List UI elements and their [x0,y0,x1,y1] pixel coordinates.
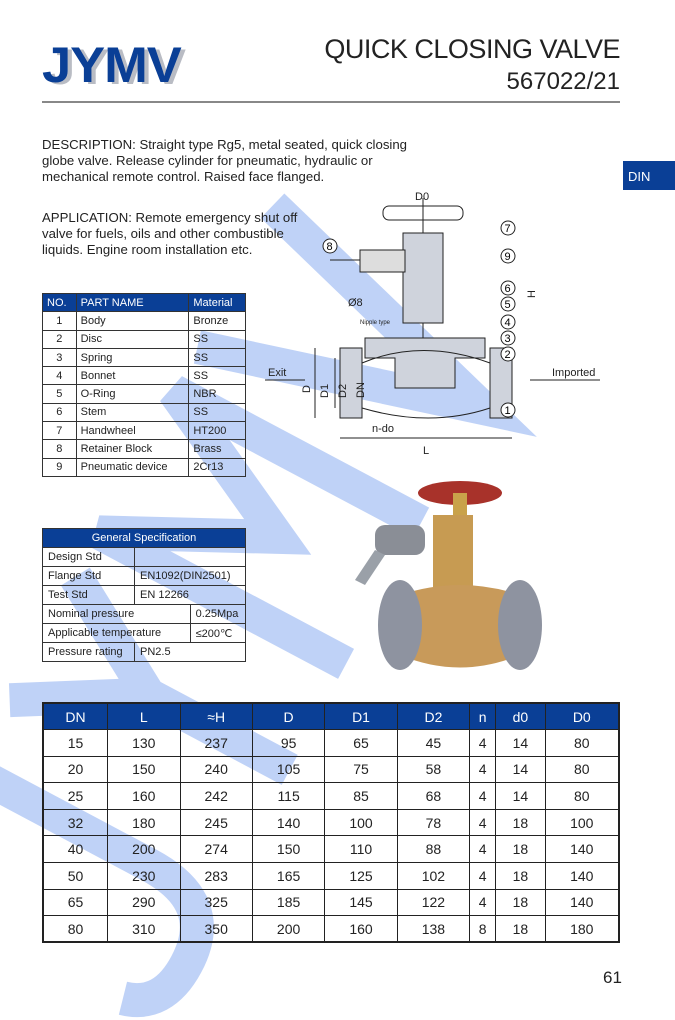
table-cell: Pneumatic device [76,458,189,476]
spec-value: ≤200℃ [190,624,245,643]
valve-section-drawing [260,188,620,473]
label-l: L [423,445,430,457]
table-cell: Bronze [189,312,246,330]
spec-value: EN 12266 [135,586,246,605]
table-cell: 100 [545,809,619,836]
table-cell: 160 [325,916,397,943]
table-cell: 50 [43,863,108,890]
table-cell: 18 [496,863,545,890]
dims-header: d0 [496,703,545,730]
spec-table [42,528,246,662]
table-cell: 325 [180,889,252,916]
table-cell: 105 [252,756,324,783]
table-cell: 18 [496,836,545,863]
table-cell: 25 [43,783,108,810]
table-cell: 9 [43,458,77,476]
callout-number: 2 [504,349,511,361]
table-row [43,403,246,421]
table-cell: 350 [180,916,252,943]
callout-number: 8 [326,241,333,253]
dims-header: L [108,703,180,730]
callout-number: 4 [504,317,511,329]
table-cell: 138 [397,916,469,943]
table-cell: 45 [397,730,469,757]
table-row [43,643,246,662]
application-label: APPLICATION [42,210,129,225]
table-cell: 4 [470,863,496,890]
table-cell: 8 [43,440,77,458]
table-cell: 185 [252,889,324,916]
table-cell: 160 [108,783,180,810]
dims-header: n [470,703,496,730]
table-row [43,809,619,836]
parts-header: Material [189,294,246,312]
table-row [43,348,246,366]
table-cell: 40 [43,836,108,863]
table-row [43,605,246,624]
table-cell: 237 [180,730,252,757]
table-row [43,567,246,586]
page-number: 61 [603,968,622,987]
jymv-logo: JYMV [42,37,181,93]
spec-title: General Specification [43,529,246,548]
table-cell: 140 [545,889,619,916]
table-row [43,422,246,440]
table-cell: 68 [397,783,469,810]
callout-number: 7 [504,223,511,235]
table-cell: 230 [108,863,180,890]
table-cell: 14 [496,783,545,810]
label-d1: D1 [319,383,331,398]
table-cell: 283 [180,863,252,890]
table-cell: HT200 [189,422,246,440]
table-cell: 110 [325,836,397,863]
table-cell: 240 [180,756,252,783]
table-cell: 80 [43,916,108,943]
table-cell: 15 [43,730,108,757]
table-cell: 140 [545,836,619,863]
table-cell: Stem [76,403,189,421]
table-cell: 2Cr13 [189,458,246,476]
table-row [43,916,619,943]
spec-label: Nominal pressure [43,605,191,624]
table-cell: SS [189,348,246,366]
table-row [43,836,619,863]
table-row [43,458,246,476]
parts-header: NO. [43,294,77,312]
table-cell: 4 [470,836,496,863]
table-cell: 180 [108,809,180,836]
spec-label: Design Std [43,548,135,567]
table-cell: 274 [180,836,252,863]
table-cell: 78 [397,809,469,836]
callout-number: 9 [504,251,511,263]
table-cell: 95 [252,730,324,757]
table-cell: 8 [470,916,496,943]
table-cell: 242 [180,783,252,810]
callout-number: 3 [504,333,511,345]
table-row [43,783,619,810]
label-nipple: Nipple type [360,320,391,326]
table-cell: 88 [397,836,469,863]
table-row [43,624,246,643]
table-row [43,440,246,458]
table-row [43,756,619,783]
table-cell: 4 [470,730,496,757]
label-phi8: Ø8 [348,297,363,309]
spec-value: PN2.5 [135,643,246,662]
table-cell: 145 [325,889,397,916]
dims-header: D [252,703,324,730]
table-cell: 290 [108,889,180,916]
table-cell: 65 [43,889,108,916]
table-cell: Handwheel [76,422,189,440]
description-label: DESCRIPTION [42,137,133,152]
parts-header: PART NAME [76,294,189,312]
table-cell: 130 [108,730,180,757]
table-cell: 125 [325,863,397,890]
table-cell: 4 [470,756,496,783]
table-cell: Bonnet [76,367,189,385]
table-cell: 200 [252,916,324,943]
table-cell: 122 [397,889,469,916]
table-cell: 115 [252,783,324,810]
table-row [43,385,246,403]
table-cell: 5 [43,385,77,403]
spec-label: Test Std [43,586,135,605]
page-title: QUICK CLOSING VALVE [324,34,620,64]
callout-number: 1 [504,405,511,417]
table-cell: 20 [43,756,108,783]
callout-number: 5 [504,299,511,311]
table-cell: 102 [397,863,469,890]
parts-table [42,293,246,477]
table-cell: 6 [43,403,77,421]
table-cell: Brass [189,440,246,458]
table-cell: 140 [252,809,324,836]
table-cell: 18 [496,809,545,836]
dims-header: D2 [397,703,469,730]
dims-header: ≈H [180,703,252,730]
table-row [43,312,246,330]
table-row [43,548,246,567]
table-cell: SS [189,330,246,348]
table-cell: 80 [545,756,619,783]
table-cell: 140 [545,863,619,890]
table-cell: 150 [108,756,180,783]
table-cell: 3 [43,348,77,366]
label-ndo: n-do [372,423,395,435]
spec-label: Applicable temperature [43,624,191,643]
spec-label: Flange Std [43,567,135,586]
table-cell: 4 [43,367,77,385]
callout-number: 6 [504,283,511,295]
table-cell: Body [76,312,189,330]
dims-header: D0 [545,703,619,730]
table-cell: 75 [325,756,397,783]
description-text: : Straight type Rg5, metal seated, quick closing globe valve. Release cylinder for pneumatic, hydraulic or mechanical remote control. Raised face flanged. [42,137,408,184]
table-cell: 4 [470,783,496,810]
table-cell: 85 [325,783,397,810]
table-cell: 65 [325,730,397,757]
table-cell: 165 [252,863,324,890]
description [42,137,412,185]
table-cell: 180 [545,916,619,943]
table-cell: SS [189,403,246,421]
table-cell: O-Ring [76,385,189,403]
table-cell: NBR [189,385,246,403]
label-dn: DN [355,382,367,398]
dims-header: DN [43,703,108,730]
dimensions-table [42,702,620,943]
label-h: H [526,290,538,298]
table-row [43,863,619,890]
table-cell: 4 [470,809,496,836]
table-cell: 150 [252,836,324,863]
spec-value [135,548,246,567]
application-text: : Remote emergency shut off valve for fuels, oils and other combustible liquids. Engine room installation etc. [42,210,298,257]
table-cell: Retainer Block [76,440,189,458]
label-d2: D2 [337,383,349,398]
table-cell: 200 [108,836,180,863]
table-cell: 80 [545,783,619,810]
table-cell: 245 [180,809,252,836]
table-cell: 14 [496,730,545,757]
valve-photo [345,475,565,690]
table-cell: 4 [470,889,496,916]
spec-value: EN1092(DIN2501) [135,567,246,586]
table-cell: 310 [108,916,180,943]
table-row [43,730,619,757]
table-row [43,586,246,605]
spec-value: 0.25Mpa [190,605,245,624]
label-d0: D0 [415,191,430,203]
dims-header: D1 [325,703,397,730]
table-cell: 58 [397,756,469,783]
label-imported: Imported [552,367,596,379]
label-d: D [301,385,313,393]
header-divider [42,101,620,103]
table-cell: 18 [496,916,545,943]
table-cell: 14 [496,756,545,783]
table-cell: Disc [76,330,189,348]
table-cell: 2 [43,330,77,348]
table-cell: 80 [545,730,619,757]
table-row [43,367,246,385]
table-row [43,889,619,916]
table-cell: 7 [43,422,77,440]
spec-label: Pressure rating [43,643,135,662]
table-row [43,330,246,348]
table-cell: Spring [76,348,189,366]
table-cell: 1 [43,312,77,330]
table-cell: 18 [496,889,545,916]
label-exit: Exit [268,367,287,379]
table-cell: 100 [325,809,397,836]
model-code: 567022/21 [506,68,620,95]
table-cell: SS [189,367,246,385]
din-tab[interactable]: DIN [623,161,675,190]
table-cell: 32 [43,809,108,836]
